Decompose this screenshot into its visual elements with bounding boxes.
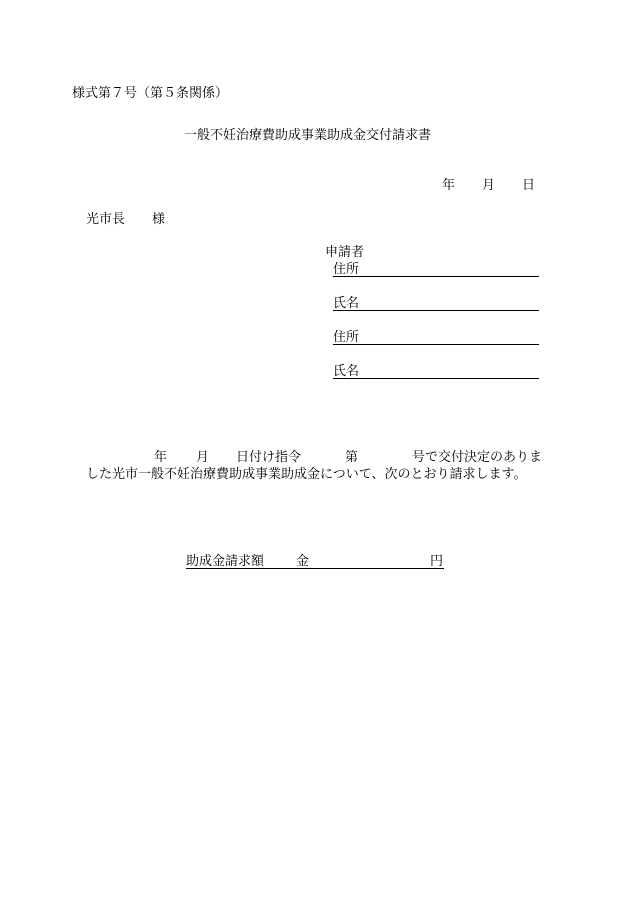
body-month: 月 [196, 450, 210, 465]
amount-label: 助成金請求額 [186, 554, 265, 569]
underline [333, 310, 539, 311]
body-day-ref: 日付け指令 [236, 450, 302, 465]
underline [333, 378, 539, 379]
form-number: 様式第７号（第５条関係） [72, 86, 229, 101]
document-title: 一般不妊治療費助成事業助成金交付請求書 [184, 128, 432, 143]
body-year: 年 [154, 450, 168, 465]
applicant-heading: 申請者 [325, 245, 365, 260]
amount-unit: 円 [430, 554, 444, 569]
date-day-label: 日 [522, 178, 536, 193]
body-line1-tail: 号で交付決定のありま [412, 450, 543, 465]
field-label: 住所 [333, 262, 360, 277]
amount-underline [186, 568, 444, 569]
body-dai: 第 [345, 450, 359, 465]
addressee-name: 光市長 [86, 212, 126, 227]
date-year-label: 年 [442, 178, 456, 193]
field-label: 氏名 [333, 296, 360, 311]
underline [333, 344, 539, 345]
field-label: 氏名 [333, 364, 360, 379]
body-line2: した光市一般不妊治療費助成事業助成金について、次のとおり請求します。 [86, 467, 527, 482]
date-month-label: 月 [482, 178, 496, 193]
addressee-honorific: 様 [152, 212, 166, 227]
underline [333, 276, 539, 277]
amount-prefix: 金 [296, 554, 310, 569]
field-label: 住所 [333, 330, 360, 345]
